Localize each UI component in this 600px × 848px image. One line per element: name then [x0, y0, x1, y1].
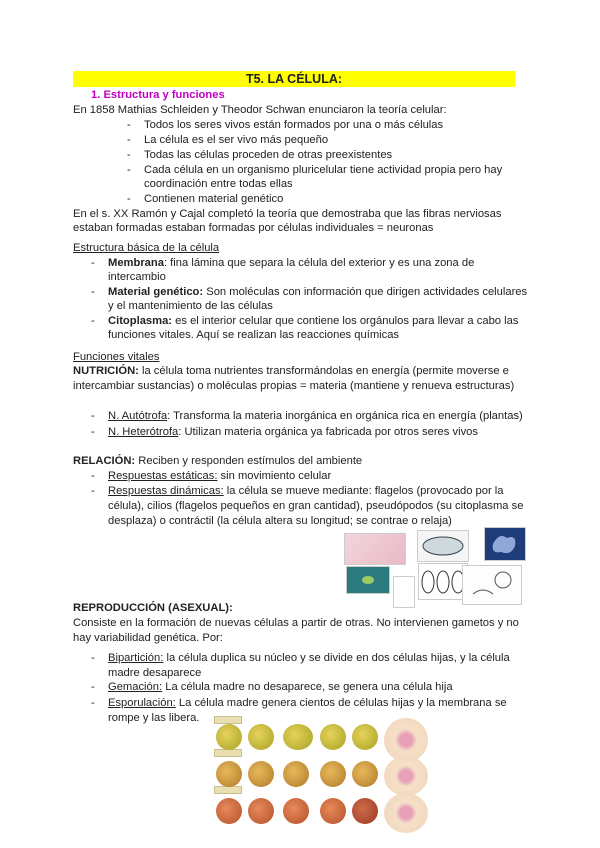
subheading: Estructura básica de la célula — [73, 242, 220, 254]
definition: La célula madre no desaparece, se genera una célula hija — [162, 681, 453, 693]
amoeba-image — [462, 565, 522, 605]
cell-stage — [352, 798, 378, 824]
definition: la célula duplica su núcleo y se divide en dos células hijas, y la célula — [163, 652, 510, 664]
cell-stage — [283, 798, 309, 824]
row-label-swatch — [214, 716, 242, 724]
paragraph-line: En el s. XX Ramón y Cajal completó la teoría que demostraba que las fibras nerviosas — [73, 208, 502, 220]
definition: : Transforma la materia inorgánica en orgánica rica en energía (plantas) — [167, 410, 523, 422]
subheading: Funciones vitales — [73, 351, 160, 363]
list-dash: - — [91, 257, 95, 269]
list-dash: - — [91, 697, 95, 709]
list-item-cont: célula), cilios (flagelos pequeños en gran cantidad), pseudópodos (su citoplasma se — [108, 500, 524, 512]
list-item — [108, 314, 518, 328]
list-item — [108, 484, 504, 498]
list-item-cont: y el mantenimiento de las células — [108, 300, 273, 312]
term: Gemación: — [108, 681, 163, 693]
definition: sin movimiento celular — [217, 470, 332, 482]
list-item: Todos los seres vivos están formados por una o más células — [144, 119, 444, 131]
label: RELACIÓN: — [73, 455, 136, 467]
list-dash: - — [91, 286, 95, 298]
definition: : Utilizan materia orgánica ya fabricada por otros seres vivos — [178, 426, 478, 438]
list-dash: - — [127, 119, 131, 131]
paragraph-line: Consiste en la formación de nuevas células a partir de otras. No intervienen gametos y no — [73, 617, 519, 629]
cell-stage — [384, 756, 428, 796]
list-item: La célula es el ser vivo más pequeño — [144, 134, 329, 146]
term: Material genético: — [108, 286, 204, 298]
list-item: coordinación entre todas ellas — [144, 178, 293, 190]
cell-stage — [283, 724, 313, 750]
cell-stage — [216, 761, 242, 787]
list-item-cont: funciones vitales. Aquí se realizan las reacciones químicas — [108, 329, 400, 341]
label: NUTRICIÓN: — [73, 365, 139, 377]
term: Respuestas estáticas: — [108, 470, 218, 482]
list-item — [108, 680, 453, 694]
list-dash: - — [91, 681, 95, 693]
cell-stage — [320, 798, 346, 824]
list-item-cont: desplaza) o contráctil (la célula altera su longitud; se contrae o relaja) — [108, 515, 452, 527]
flagellum-image — [344, 533, 406, 565]
contractile-image — [346, 566, 390, 594]
pseudopod-image — [484, 527, 526, 561]
list-dash: - — [127, 134, 131, 146]
list-item — [108, 696, 507, 710]
section-heading: 1. Estructura y funciones — [91, 89, 225, 101]
term: Membrana — [108, 257, 164, 269]
list-item — [108, 651, 510, 665]
list-dash: - — [91, 485, 95, 497]
paragraph-line: hay variabilidad genética. Por: — [73, 632, 223, 644]
list-dash: - — [91, 470, 95, 482]
list-item — [108, 425, 478, 439]
list-item: Todas las células proceden de otras preexistentes — [144, 149, 393, 161]
list-dash: - — [127, 164, 131, 176]
cell-stage — [216, 724, 242, 750]
cell-stage — [320, 761, 346, 787]
list-dash: - — [91, 426, 95, 438]
cell-stage — [384, 793, 428, 833]
paragraph-line: intercambiar sustancias) o moléculas propias = materia (mantiene y renueva estructuras) — [73, 380, 515, 392]
list-dash: - — [91, 652, 95, 664]
list-dash: - — [91, 315, 95, 327]
list-dash: - — [91, 410, 95, 422]
row-label-swatch — [214, 749, 242, 757]
list-item: Contienen material genético — [144, 193, 284, 205]
term: Citoplasma: — [108, 315, 173, 327]
list-item — [108, 409, 523, 423]
ciliates-image — [418, 563, 468, 600]
list-item-cont: rompe y las libera. — [108, 712, 200, 724]
cell-stage — [216, 798, 242, 824]
term: Respuestas dinámicas: — [108, 485, 224, 497]
cell-stage — [283, 761, 309, 787]
list-item — [108, 285, 527, 299]
term: Bipartición: — [108, 652, 164, 664]
cell-stage — [352, 761, 378, 787]
text: la célula toma nutrientes transformándolas en energía (permite moverse e — [138, 365, 509, 377]
term: Esporulación: — [108, 697, 176, 709]
paragraph-line: estaban formadas estaban formadas por células individuales = neuronas — [73, 222, 434, 234]
list-dash: - — [127, 149, 131, 161]
list-item — [108, 256, 474, 270]
definition: Son moléculas con información que dirigen actividades celulares — [203, 286, 528, 298]
paragraph-heading: REPRODUCCIÓN (ASEXUAL): — [73, 602, 233, 614]
cell-stage — [248, 761, 274, 787]
intro-text: En 1858 Mathias Schleiden y Theodor Schwan enunciaron la teoría celular: — [73, 104, 447, 116]
list-item: Cada célula en un organismo pluricelular tiene actividad propia pero hay — [144, 164, 503, 176]
definition: la célula se mueve mediante: flagelos (provocado por la — [223, 485, 504, 497]
list-dash: - — [127, 193, 131, 205]
row-label-swatch — [214, 786, 242, 794]
cell-stage — [352, 724, 378, 750]
list-item-cont: intercambio — [108, 271, 166, 283]
cell-stage — [248, 798, 274, 824]
diagram-image — [393, 576, 415, 608]
page-title: T5. LA CÉLULA: — [73, 71, 515, 87]
paragraph-line — [73, 454, 362, 468]
definition: : fina lámina que separa la célula del exterior y es una zona de — [163, 257, 475, 269]
definition: es el interior celular que contiene los orgánulos para llevar a cabo las — [172, 315, 519, 327]
cilia-image — [417, 530, 469, 562]
list-item-cont: madre desaparece — [108, 667, 202, 679]
list-item — [108, 469, 331, 483]
term: N. Heterótrofa — [108, 426, 179, 438]
cell-stage — [320, 724, 346, 750]
paragraph-line — [73, 364, 509, 378]
definition: La célula madre genera cientos de células hijas y la membrana se — [175, 697, 507, 709]
cell-stage — [248, 724, 274, 750]
term: N. Autótrofa — [108, 410, 168, 422]
text: Reciben y responden estímulos del ambiente — [135, 455, 363, 467]
